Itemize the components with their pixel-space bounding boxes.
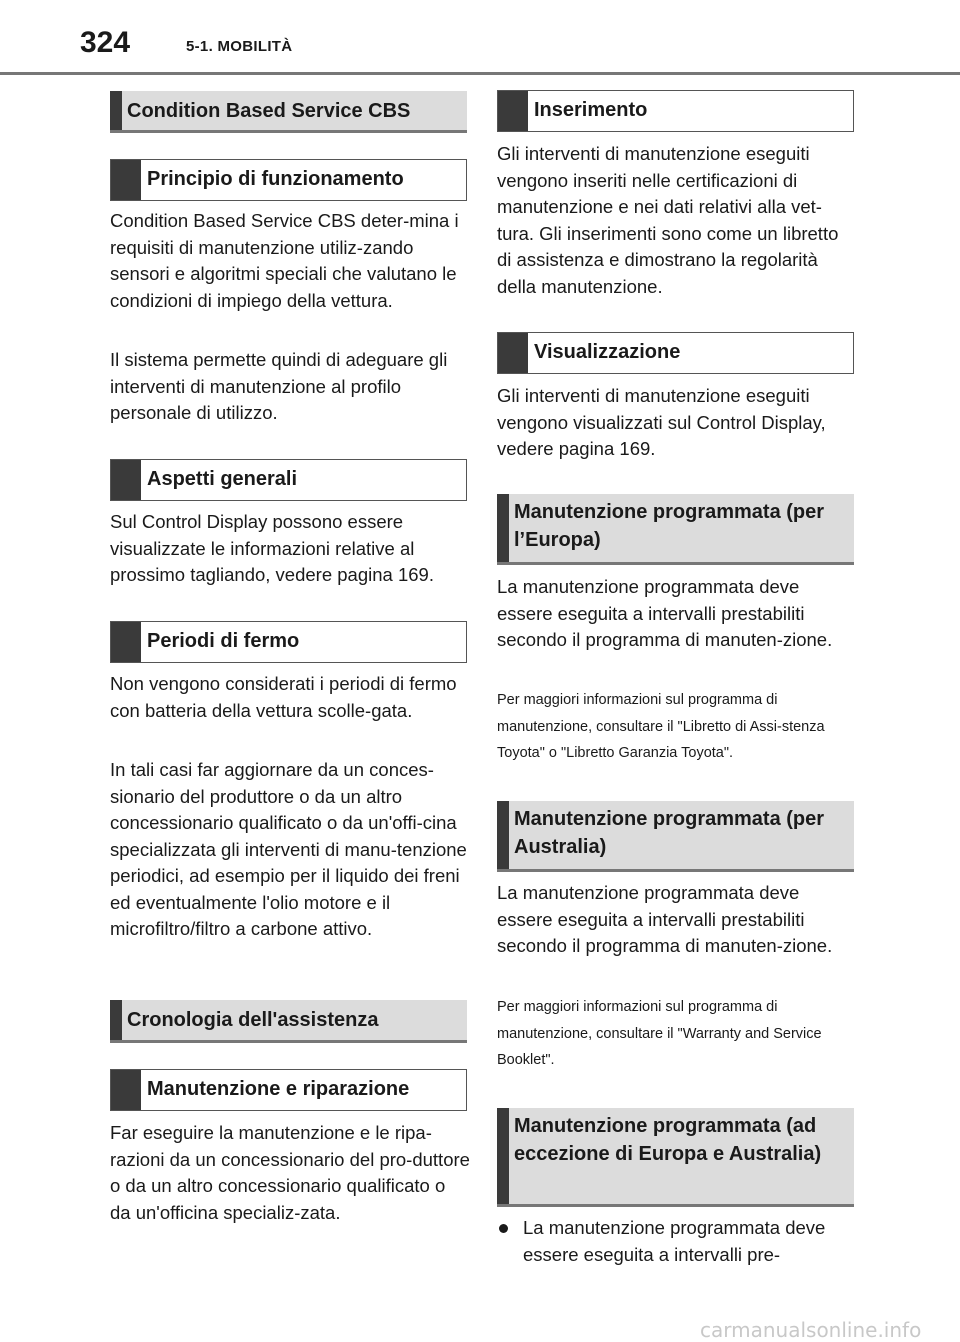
heading-australia: [497, 801, 854, 872]
subheading-manutenzione: [110, 1069, 467, 1111]
paragraph-europa: La manutenzione programmata deve essere eseguita a intervalli prestabiliti secondo il programma di manuten-zione.: [497, 576, 833, 650]
heading-bar: [497, 801, 509, 869]
heading-europa-text: Manutenzione programmata (per l’Europa): [514, 501, 825, 551]
heading-bar: [110, 91, 122, 130]
heading-cronologia: [110, 1000, 467, 1043]
paragraph-australia: La manutenzione programmata deve essere eseguita a intervalli prestabiliti secondo il programma di manuten-zione.: [497, 882, 833, 956]
subheading-bar: [111, 622, 141, 662]
paragraph-principio-2: Il sistema permette quindi di adeguare gli interventi di manutenzione al profilo personale di utilizzo.: [110, 349, 448, 423]
paragraph-periodi-2: In tali casi far aggiornare da un conces-sionario del produttore o da un altro concessionario qualificato o da un'offi-cina specializzata gli interventi di manu-tenzione periodici, ad esempio per il liquido dei freni ed eventualmente l'olio motore e il microfiltro/filtro a carbone attivo.: [110, 759, 467, 939]
subheading-inserimento-text: Inserimento: [534, 99, 648, 121]
page-header: [0, 0, 960, 76]
watermark: carmanualsonline.info: [700, 1318, 922, 1342]
heading-bar: [110, 1000, 122, 1040]
subheading-bar: [111, 460, 141, 500]
heading-bar: [497, 1108, 509, 1204]
subheading-principio: [110, 159, 467, 201]
subheading-bar: [498, 91, 528, 131]
paragraph-inserimento: Gli interventi di manutenzione eseguiti vengono inseriti nelle certificazioni di manutenzione e nei dati relativi alla vet-tura. Gli inserimenti sono come un libretto di assistenza e dimostrano la regolarità della manutenzione.: [497, 143, 839, 297]
paragraph-visualizzazione: Gli interventi di manutenzione eseguiti vengono visualizzati sul Control Display, vedere pagina 169.: [497, 385, 826, 459]
note-europa: Per maggiori informazioni sul programma di manutenzione, consultare il "Libretto di Assi-stenza Toyota" o "Libretto Garanzia Toyota".: [497, 692, 825, 761]
subheading-aspetti: [110, 459, 467, 501]
paragraph-periodi-1: Non vengono considerati i periodi di fermo con batteria della vettura scolle-gata.: [110, 673, 457, 721]
heading-cbs-text: Condition Based Service CBS: [127, 100, 411, 122]
subheading-bar: [111, 160, 141, 200]
section-label: 5-1. MOBILITÀ: [186, 38, 293, 55]
subheading-periodi-text: Periodi di fermo: [147, 630, 300, 652]
bullet-eccezione: La manutenzione programmata deve essere eseguita a intervalli pre-: [523, 1217, 826, 1265]
subheading-manutenzione-text: Manutenzione e riparazione: [147, 1078, 410, 1100]
page-number: 324: [80, 26, 131, 59]
heading-cbs: [110, 91, 467, 133]
subheading-bar: [111, 1070, 141, 1110]
header-rule: [0, 72, 960, 75]
subheading-inserimento: [497, 90, 854, 132]
bullet-icon: [499, 1224, 508, 1233]
heading-cronologia-text: Cronologia dell'assistenza: [127, 1009, 379, 1031]
paragraph-aspetti: Sul Control Display possono essere visualizzate le informazioni relative al prossimo tagliando, vedere pagina 169.: [110, 511, 434, 585]
subheading-principio-text: Principio di funzionamento: [147, 168, 404, 190]
heading-bar: [497, 494, 509, 562]
subheading-aspetti-text: Aspetti generali: [147, 468, 298, 490]
heading-eccezione-text: Manutenzione programmata (ad eccezione di Europa e Australia): [514, 1115, 822, 1165]
subheading-bar: [498, 333, 528, 373]
heading-europa: [497, 494, 854, 565]
subheading-visualizzazione-text: Visualizzazione: [534, 341, 681, 363]
heading-eccezione: [497, 1108, 854, 1207]
subheading-periodi: [110, 621, 467, 663]
subheading-visualizzazione: [497, 332, 854, 374]
note-australia: Per maggiori informazioni sul programma di manutenzione, consultare il "Warranty and Service Booklet".: [497, 999, 822, 1068]
heading-australia-text: Manutenzione programmata (per Australia): [514, 808, 825, 858]
paragraph-principio-1: Condition Based Service CBS deter-mina i requisiti di manutenzione utiliz-zando sensori e algoritmi speciali che valutano le condizioni di impiego della vettura.: [110, 210, 459, 311]
paragraph-manutenzione: Far eseguire la manutenzione e le ripa-razioni da un concessionario del pro-duttore o da un altro concessionario qualificato o da un'officina specializ-zata.: [110, 1122, 470, 1223]
